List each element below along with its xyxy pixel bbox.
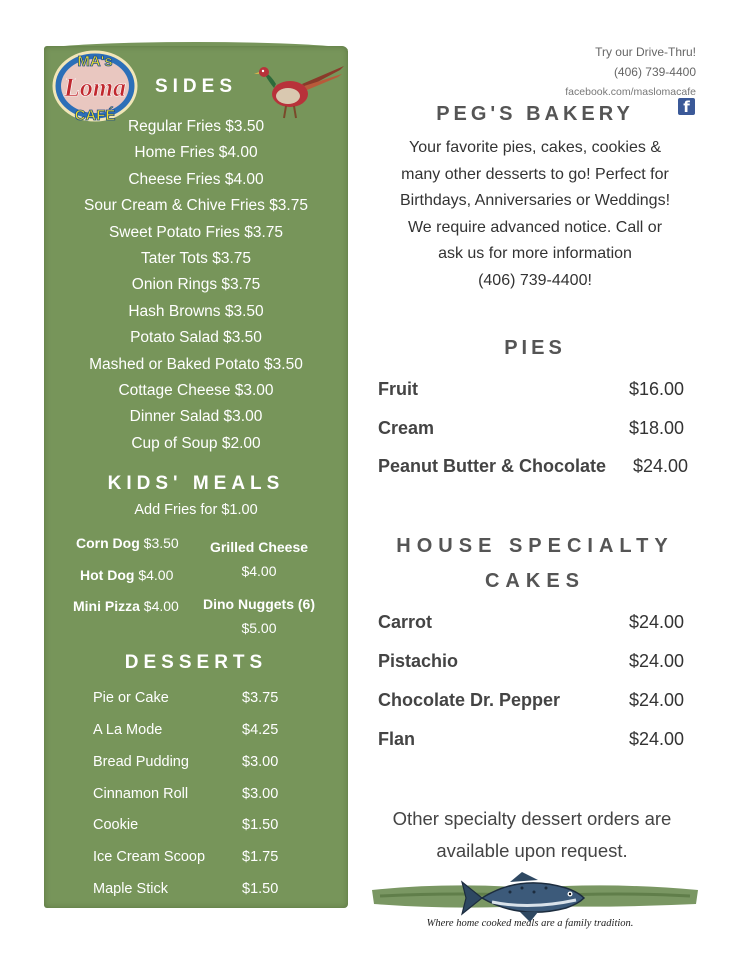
- cake-name: Pistachio: [378, 651, 459, 671]
- list-item: Sour Cream & Chive Fries $3.75: [84, 197, 308, 215]
- list-item: Home Fries $4.00: [134, 144, 258, 162]
- cake-name: Chocolate Dr. Pepper: [378, 690, 561, 710]
- list-item: Cup of Soup $2.00: [131, 434, 261, 452]
- list-item: Cheese Fries $4.00: [128, 170, 264, 188]
- bakery-line: many other desserts to go! Perfect for: [401, 165, 669, 183]
- dessert-name: Pie or Cake: [93, 690, 169, 706]
- dessert-price: $1.50: [242, 881, 279, 897]
- kids-item-price: $5.00: [241, 620, 277, 636]
- kids-item-corn-dog: [76, 535, 179, 551]
- cakes-heading-line1: HOUSE SPECIALTY: [396, 535, 674, 557]
- kids-item-name: Grilled Cheese: [209, 539, 309, 555]
- pie-name: Cream: [378, 418, 435, 438]
- bakery-line: We require advanced notice. Call or: [407, 218, 663, 236]
- cake-item: [378, 688, 684, 712]
- dessert-name: Maple Stick: [93, 881, 168, 897]
- desserts-heading: DESSERTS: [124, 652, 268, 673]
- kids-item-name: Hot Dog: [80, 567, 135, 583]
- list-item: Regular Fries $3.50: [127, 118, 265, 135]
- bakery-line: Your favorite pies, cakes, cookies &: [409, 139, 661, 156]
- pie-price: $24.00: [632, 456, 688, 476]
- other-line: available upon request.: [436, 840, 628, 861]
- cake-price: $24.00: [628, 690, 684, 710]
- cake-price: $24.00: [628, 729, 684, 749]
- dessert-name: Bread Pudding: [93, 754, 189, 770]
- kids-item-name: Mini Pizza: [73, 598, 140, 614]
- pie-name: Fruit: [378, 379, 418, 399]
- phone-number: (406) 739-4400: [613, 65, 696, 79]
- dessert-item: [93, 879, 293, 899]
- list-item: Onion Rings $3.75: [131, 276, 261, 294]
- kids-item-price: $4.00: [143, 598, 179, 614]
- kids-item-mini-pizza: [73, 598, 179, 614]
- dessert-price: $3.00: [242, 786, 279, 802]
- pie-price: $18.00: [628, 418, 684, 438]
- dessert-name: Cookie: [93, 817, 139, 833]
- bakery-line: ask us for more information: [438, 245, 632, 262]
- kids-item-hot-dog: [80, 567, 173, 583]
- kids-item-dino-nuggets: [200, 592, 318, 640]
- dessert-item: [93, 815, 293, 835]
- cake-name: Flan: [378, 729, 416, 749]
- pie-item: [378, 416, 684, 440]
- dessert-price: $3.75: [242, 690, 279, 706]
- kids-item-price: $3.50: [143, 535, 179, 551]
- pie-price: $16.00: [628, 379, 684, 399]
- list-item: Hash Browns $3.50: [128, 302, 264, 320]
- cakes-heading-line2: CAKES: [484, 570, 585, 592]
- svg-text:MA's: MA's: [77, 53, 113, 70]
- bakery-line: Birthdays, Anniversaries or Weddings!: [399, 192, 671, 209]
- kids-item-name: Dino Nuggets (6): [203, 596, 315, 612]
- other-line: Other specialty dessert orders are: [392, 808, 672, 829]
- list-item: Dinner Salad $3.00: [129, 408, 263, 426]
- facebook-icon[interactable]: f: [678, 98, 695, 115]
- dessert-item: [93, 688, 293, 708]
- list-item: Cottage Cheese $3.00: [118, 381, 274, 399]
- dessert-price: $4.25: [242, 722, 279, 738]
- facebook-url[interactable]: facebook.com/maslomacafe: [565, 86, 696, 98]
- kids-meals-heading: KIDS' MEALS: [107, 473, 285, 494]
- kids-item-price: $4.00: [138, 567, 174, 583]
- pie-item: [378, 454, 688, 478]
- bakery-description: [366, 135, 704, 294]
- dessert-item: [93, 784, 293, 804]
- pies-heading: PIES: [504, 337, 566, 359]
- cake-item: [378, 610, 684, 634]
- list-item: Tater Tots $3.75: [140, 249, 251, 267]
- other-orders-note: [366, 803, 698, 867]
- svg-text:CAFÉ: CAFÉ: [74, 107, 116, 124]
- dessert-name: A La Mode: [93, 722, 163, 738]
- cake-name: Carrot: [378, 612, 433, 632]
- bakery-line: (406) 739-4400!: [478, 271, 592, 289]
- kids-item-name: Corn Dog: [76, 535, 140, 551]
- dessert-name: Ice Cream Scoop: [93, 849, 206, 865]
- cake-item: [378, 649, 684, 673]
- dessert-price: $3.00: [242, 754, 279, 770]
- kids-fries-note: Add Fries for $1.00: [134, 502, 258, 518]
- dessert-price: $1.75: [242, 849, 279, 865]
- cake-item: [378, 727, 684, 751]
- dessert-price: $1.50: [242, 817, 279, 833]
- dessert-item: [93, 847, 293, 867]
- kids-item-price: $4.00: [241, 563, 277, 579]
- dessert-item: [93, 752, 293, 772]
- bakery-heading: PEG'S BAKERY: [436, 103, 634, 125]
- dessert-name: Cinnamon Roll: [93, 786, 189, 802]
- pie-name: Peanut Butter & Chocolate: [378, 456, 607, 476]
- fish-icon: [462, 872, 584, 922]
- list-item: Potato Salad $3.50: [130, 329, 262, 347]
- cake-price: $24.00: [628, 612, 684, 632]
- pie-item: [378, 377, 684, 401]
- dessert-item: [93, 720, 293, 740]
- svg-text:Loma: Loma: [63, 73, 127, 102]
- list-item: Sweet Potato Fries $3.75: [108, 223, 284, 241]
- list-item: Mashed or Baked Potato $3.50: [89, 355, 303, 373]
- sides-heading: SIDES: [154, 76, 238, 97]
- kids-item-grilled-cheese: [200, 535, 318, 583]
- sides-list: [44, 114, 348, 457]
- drive-thru-text: Try our Drive-Thru!: [595, 45, 696, 59]
- footer-tagline: Where home cooked meals are a family tradition.: [426, 918, 634, 929]
- contact-block: [565, 42, 696, 102]
- cake-price: $24.00: [628, 651, 684, 671]
- footer-fish-banner: [370, 868, 700, 932]
